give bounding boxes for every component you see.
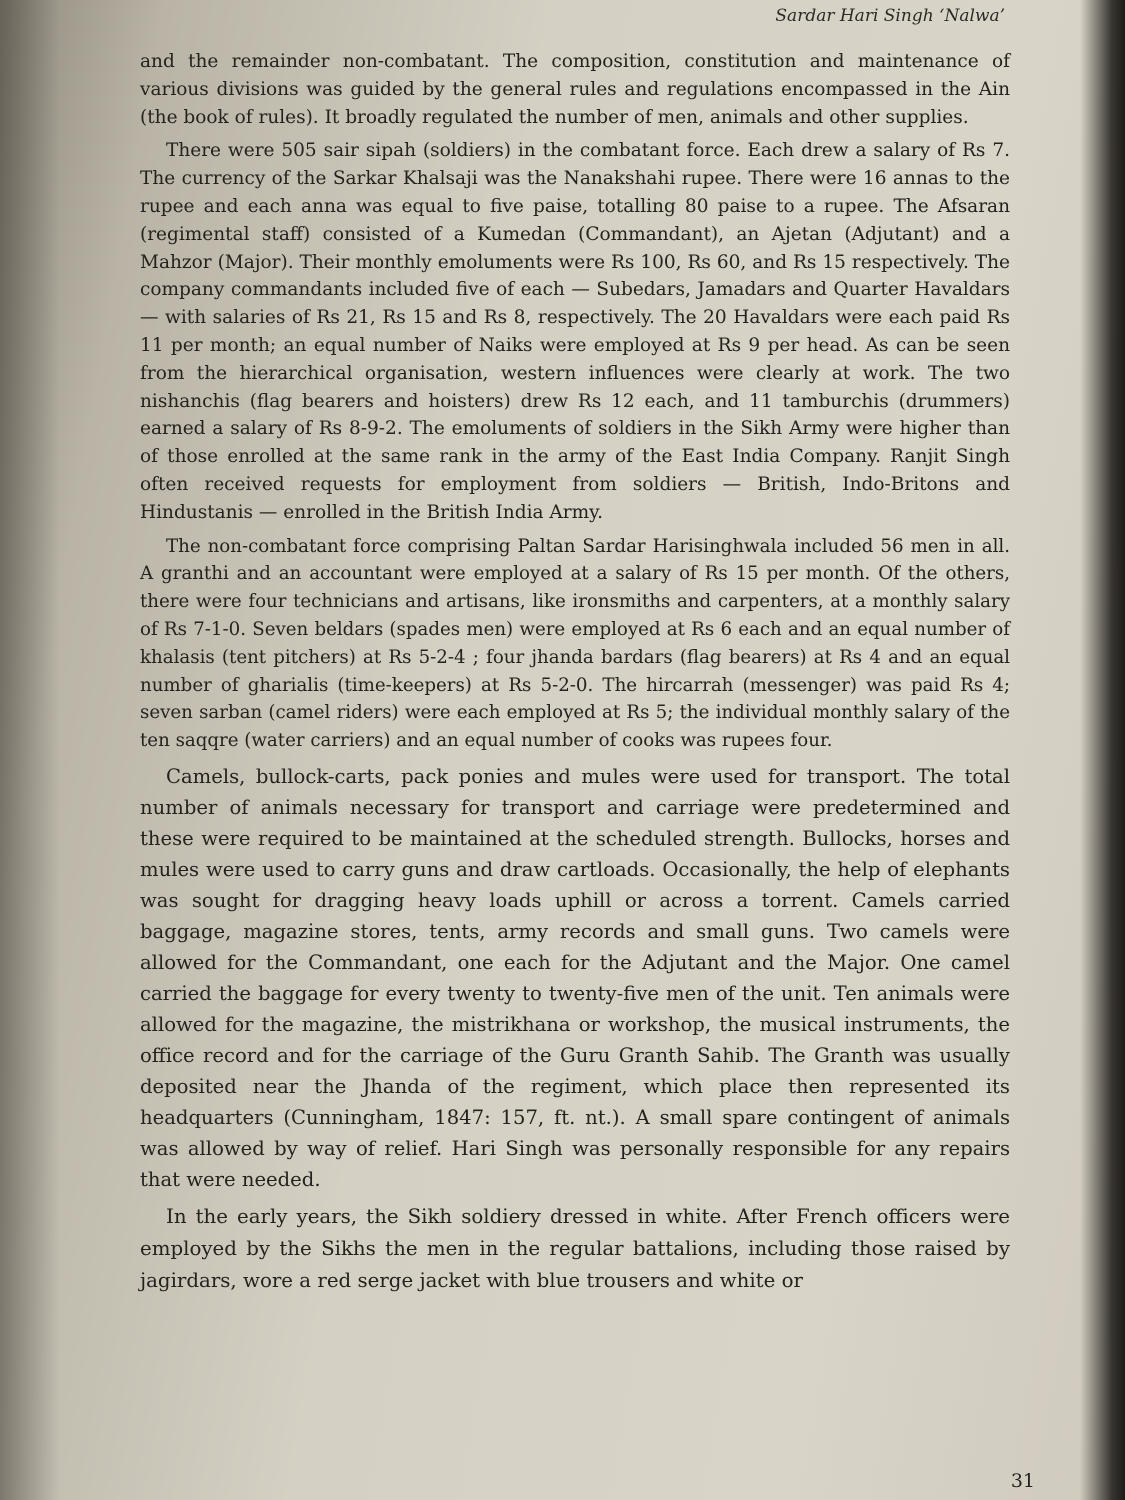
- running-title: Sardar Hari Singh ‘Nalwa’: [775, 6, 1005, 26]
- paragraph-1: and the remainder non-combatant. The composition, constitution and maintenance of various divisions was guided by the general rules and regulations encompassed in the Ain (the book of rules). It broadly regulated the number of men, animals and other supplies.: [140, 51, 1010, 128]
- page-number: 31: [1010, 1470, 1035, 1492]
- paragraph-2: There were 505 sair sipah (soldiers) in the combatant force. Each drew a salary of Rs 7. The currency of the Sarkar Khalsaji was the Nanakshahi rupee. There were 16 annas to the rupee and each anna was equal to five paise, totalling 80 paise to a rupee. The Afsaran (regimental staff) consisted of a Kumedan (Commandant), an Ajetan (Adjutant) and a Mahzor (Major). Their monthly emoluments were Rs 100, Rs 60, and Rs 15 respectively. The company commandants included five of each — Subedars, Jamadars and Quarter Havaldars — with salaries of Rs 21, Rs 15 and Rs 8, respectively. The 20 Havaldars were each paid Rs 11 per month; an equal number of Naiks were employed at Rs 9 per head. As can be seen from the hierarchical organisation, western influences were clearly at work. The two nishanchis (flag bearers and hoisters) drew Rs 12 each, and 11 tamburchis (drummers) earned a salary of Rs 8-9-2. The emoluments of soldiers in the Sikh Army were higher than of those enrolled at the same rank in the army of the East India Company. Ranjit Singh often received requests for employment from soldiers — British, Indo-Britons and Hindustanis — enrolled in the British India Army.: [140, 140, 1010, 523]
- paragraph-3: The non-combatant force comprising Paltan Sardar Harisinghwala included 56 men in all. A granthi and an accountant were employed at a salary of Rs 15 per month. Of the others, there were four technicians and artisans, like ironsmiths and carpenters, at a monthly salary of Rs 7-1-0. Seven beldars (spades men) were employed at Rs 6 each and an equal number of khalasis (tent pitchers) at Rs 5-2-4 ; four jhanda bardars (flag bearers) at Rs 4 and an equal number of gharialis (time-keepers) at Rs 5-2-0. The hircarrah (messenger) was paid Rs 4; seven sarban (camel riders) were each employed at Rs 5; the individual monthly salary of the ten saqqre (water carriers) and an equal number of cooks was rupees four.: [140, 535, 1010, 752]
- body-text: [140, 48, 1010, 1303]
- paragraph-4: Camels, bullock-carts, pack ponies and mules were used for transport. The total number of animals necessary for transport and carriage were predetermined and these were required to be maintained at the scheduled strength. Bullocks, horses and mules were used to carry guns and draw cartloads. Occasionally, the help of elephants was sought for dragging heavy loads uphill or across a torrent. Camels carried baggage, magazine stores, tents, army records and small guns. Two camels were allowed for the Commandant, one each for the Adjutant and the Major. One camel carried the baggage for every twenty to twenty-five men of the unit. Ten animals were allowed for the magazine, the mistrikhana or workshop, the musical instruments, the office record and for the carriage of the Guru Granth Sahib. The Granth was usually deposited near the Jhanda of the regiment, which place then represented its headquarters (Cunningham, 1847: 157, ft. nt.). A small spare contingent of animals was allowed by way of relief. Hari Singh was personally responsible for any repairs that were needed.: [140, 764, 1010, 1191]
- page-edge-shadow: [1080, 0, 1125, 1500]
- page-gutter-shadow: [0, 0, 60, 1500]
- paragraph-5: In the early years, the Sikh soldiery dressed in white. After French officers were employed by the Sikhs the men in the regular battalions, including those raised by jagirdars, wore a red serge jacket with blue trousers and white or: [140, 1204, 1010, 1292]
